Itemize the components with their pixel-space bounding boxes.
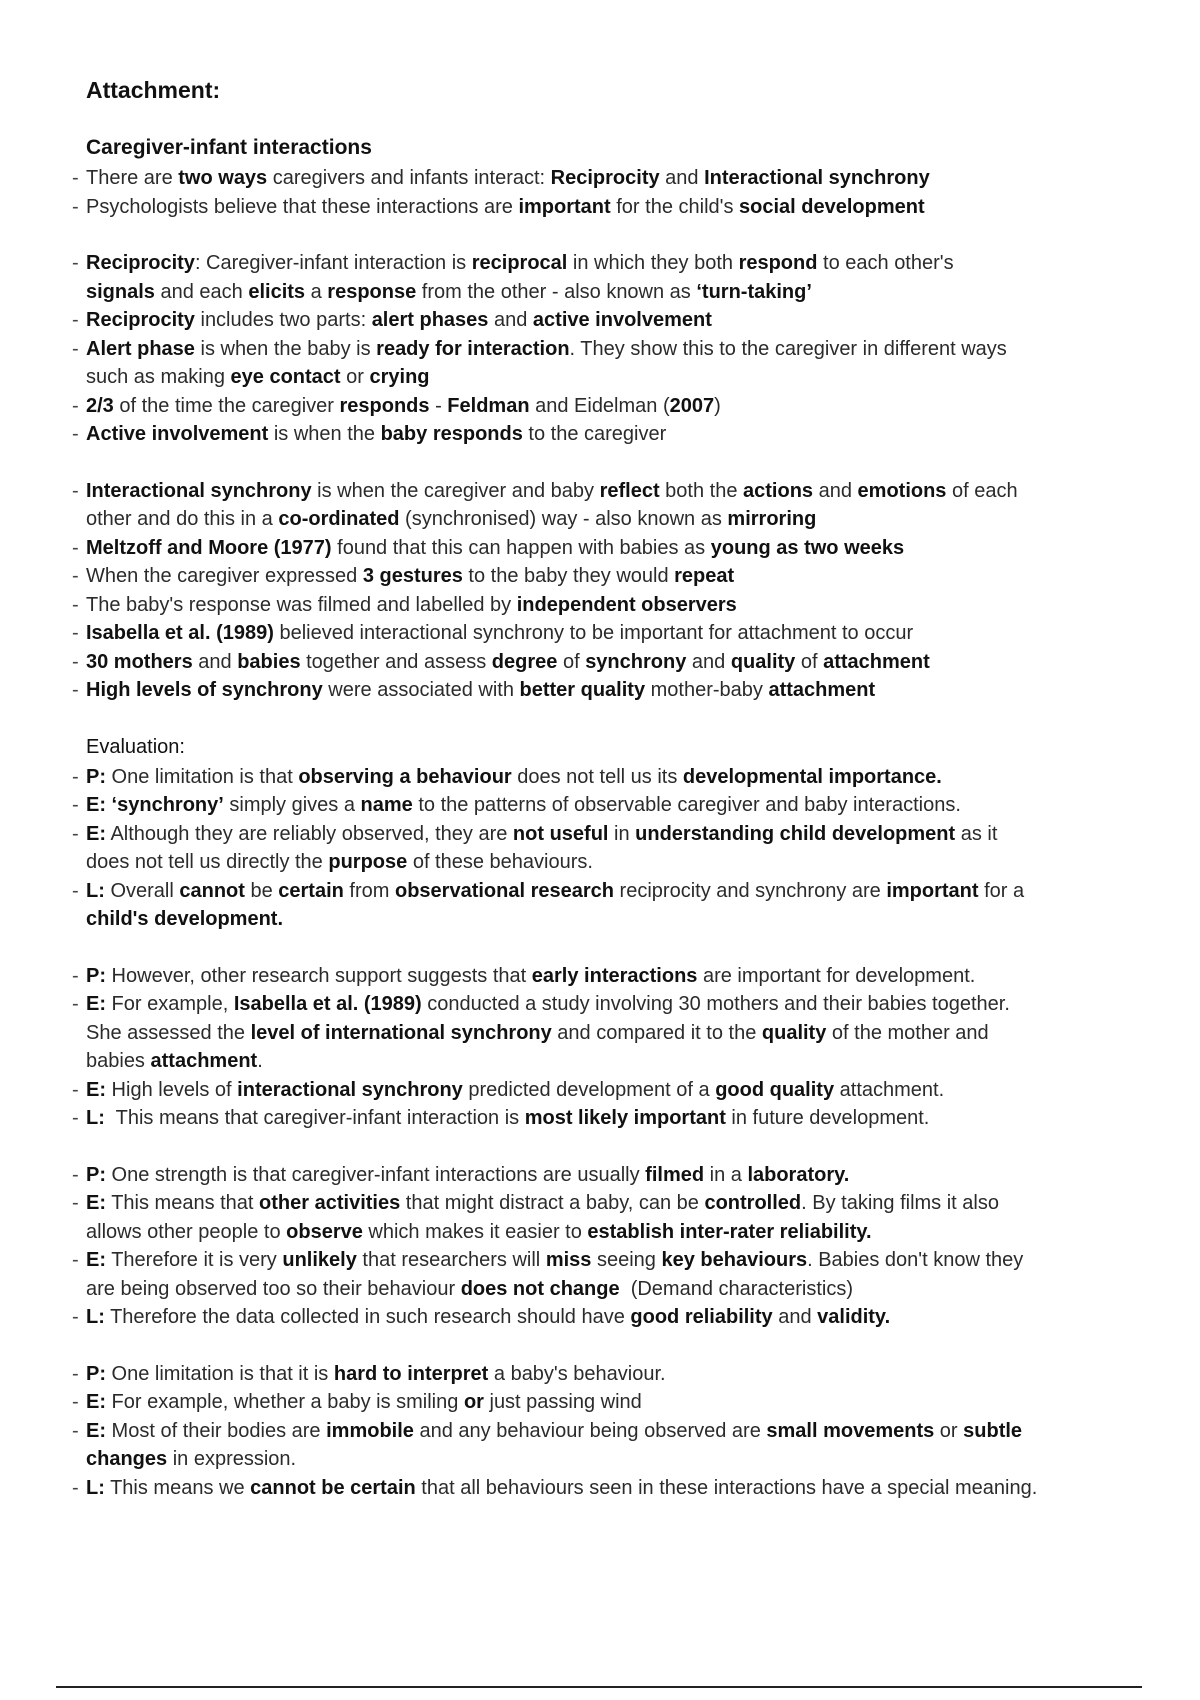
bold-text: not useful bbox=[512, 822, 609, 845]
text: for the child's bbox=[610, 195, 740, 218]
text: as it bbox=[955, 822, 998, 845]
bold-text: L: bbox=[86, 1476, 105, 1499]
text: to the caregiver bbox=[522, 423, 667, 445]
text: attachment. bbox=[834, 1078, 945, 1101]
bullet-item bbox=[72, 193, 1132, 222]
bold-text: small movements bbox=[766, 1419, 935, 1442]
text: or bbox=[340, 366, 370, 388]
bullet-item bbox=[72, 392, 1132, 421]
reciprocity-list bbox=[72, 249, 1132, 449]
bold-text: unlikely bbox=[282, 1249, 357, 1271]
bold-text: E: bbox=[86, 1249, 106, 1271]
bullet-item bbox=[72, 420, 1132, 449]
text: does not tell us its bbox=[511, 765, 683, 788]
text: conducted a study involving 30 mothers and their babies together. bbox=[421, 993, 1010, 1015]
evaluation-point-2 bbox=[72, 962, 1132, 1133]
text: Therefore the data collected in such research should have bbox=[104, 1306, 631, 1328]
text: of bbox=[795, 650, 824, 673]
bold-text: Reciprocity bbox=[86, 252, 195, 274]
bullet-continuation bbox=[72, 905, 1132, 934]
bold-text: 3 gestures bbox=[362, 565, 463, 587]
text: Although they are reliably observed, they are bbox=[106, 822, 513, 845]
text: is when the bbox=[268, 423, 381, 445]
bold-text: attachment bbox=[823, 650, 930, 673]
text: There are bbox=[86, 167, 179, 189]
text: : Caregiver-infant interaction is bbox=[194, 252, 472, 274]
text: . By taking films it also bbox=[801, 1192, 999, 1214]
bold-text: reciprocal bbox=[471, 252, 568, 274]
bold-text: changes bbox=[86, 1448, 168, 1470]
text: of bbox=[557, 650, 586, 673]
text: just passing wind bbox=[483, 1391, 642, 1413]
bold-text: E: bbox=[86, 1419, 106, 1442]
bold-text: interactional synchrony bbox=[237, 1078, 463, 1101]
text: of these behaviours. bbox=[407, 851, 593, 873]
bold-text: ready for interaction bbox=[376, 337, 570, 360]
bold-text: Active involvement bbox=[86, 423, 269, 445]
text: . Babies don't know they bbox=[807, 1249, 1024, 1271]
bold-text: reflect bbox=[599, 479, 660, 502]
bold-text: Meltzoff and Moore (1977) bbox=[86, 536, 332, 559]
evaluation-point-4 bbox=[72, 1360, 1132, 1503]
bold-text: better quality bbox=[519, 679, 646, 701]
text: and compared it to the bbox=[551, 1021, 762, 1044]
bullet-item bbox=[72, 249, 1132, 278]
bullet-item bbox=[72, 619, 1132, 648]
bold-text: observe bbox=[286, 1220, 363, 1243]
text: for a bbox=[978, 879, 1025, 902]
bold-text: does not change bbox=[460, 1277, 620, 1300]
bullet-item bbox=[72, 1474, 1132, 1503]
bold-text: quality bbox=[730, 650, 796, 673]
bold-text: E: bbox=[86, 1391, 106, 1413]
bold-text: miss bbox=[545, 1249, 592, 1271]
bullet-continuation bbox=[72, 1047, 1132, 1076]
bold-text: validity. bbox=[817, 1306, 891, 1328]
text: (Demand characteristics) bbox=[619, 1277, 853, 1300]
bullet-continuation bbox=[72, 1218, 1132, 1247]
bullet-continuation bbox=[72, 363, 1132, 392]
bold-text: observational research bbox=[395, 879, 614, 902]
bold-text: laboratory. bbox=[747, 1163, 850, 1186]
bullet-item bbox=[72, 591, 1132, 620]
bold-text: level of international synchrony bbox=[250, 1021, 552, 1044]
bold-text: E: bbox=[86, 993, 106, 1015]
text: One strength is that caregiver-infant interactions are usually bbox=[106, 1163, 646, 1186]
evaluation-heading: Evaluation: bbox=[86, 735, 185, 758]
bold-text: establish inter-rater reliability. bbox=[587, 1220, 872, 1243]
bold-text: elicits bbox=[248, 280, 306, 303]
bold-text: good reliability bbox=[630, 1306, 773, 1328]
text: such as making bbox=[86, 366, 231, 388]
bold-text: L: bbox=[86, 1107, 105, 1129]
bold-text: eye contact bbox=[230, 366, 341, 388]
text: that might distract a baby, can be bbox=[400, 1192, 705, 1214]
text: (synchronised) way - also known as bbox=[399, 508, 728, 530]
bullet-item bbox=[72, 1076, 1132, 1105]
bullet-item bbox=[72, 1246, 1132, 1275]
bullet-item bbox=[72, 477, 1132, 506]
bold-text: observing a behaviour bbox=[298, 765, 512, 788]
text: is when the baby is bbox=[194, 337, 377, 360]
bold-text: subtle bbox=[963, 1419, 1023, 1442]
text: For example, whether a baby is smiling bbox=[106, 1391, 464, 1413]
text: to the baby they would bbox=[462, 565, 675, 587]
bold-text: 2007 bbox=[669, 394, 715, 417]
bullet-item bbox=[72, 791, 1132, 820]
bold-text: P: bbox=[86, 765, 106, 788]
bold-text: E: bbox=[86, 822, 106, 845]
bold-text: Interactional synchrony bbox=[86, 479, 312, 502]
text: and bbox=[192, 650, 238, 673]
bold-text: cannot bbox=[179, 879, 245, 902]
bullet-item bbox=[72, 763, 1132, 792]
text: found that this can happen with babies as bbox=[331, 536, 711, 559]
text: and Eidelman ( bbox=[529, 394, 670, 417]
bold-text: hard to interpret bbox=[333, 1362, 489, 1385]
bold-text: emotions bbox=[857, 479, 947, 502]
bold-text: important bbox=[518, 195, 611, 218]
bold-text: Isabella et al. (1989) bbox=[86, 622, 274, 644]
bold-text: key behaviours bbox=[661, 1249, 808, 1271]
text: in future development. bbox=[725, 1107, 930, 1129]
bullet-item bbox=[72, 1104, 1132, 1133]
bold-text: Reciprocity bbox=[550, 167, 660, 189]
text: For example, bbox=[106, 993, 234, 1015]
bullet-continuation bbox=[72, 505, 1132, 534]
text: This means that caregiver-infant interaction is bbox=[104, 1107, 525, 1129]
text: and bbox=[659, 167, 705, 189]
bold-text: 30 mothers bbox=[86, 650, 193, 673]
bold-text: synchrony bbox=[585, 650, 687, 673]
bold-text: respond bbox=[738, 252, 818, 274]
intro-list bbox=[72, 164, 1132, 221]
text: which makes it easier to bbox=[362, 1220, 588, 1243]
text: . They show this to the caregiver in different ways bbox=[569, 337, 1007, 360]
text: caregivers and infants interact: bbox=[267, 167, 551, 189]
bullet-item bbox=[72, 990, 1132, 1019]
bold-text: early interactions bbox=[531, 964, 698, 987]
synchrony-list bbox=[72, 477, 1132, 705]
text: Most of their bodies are bbox=[106, 1419, 327, 1442]
text: She assessed the bbox=[86, 1021, 251, 1044]
bullet-continuation bbox=[72, 1445, 1132, 1474]
text: simply gives a bbox=[223, 794, 361, 816]
bold-text: L: bbox=[86, 879, 105, 902]
bold-text: mirroring bbox=[727, 508, 817, 530]
bold-text: responds bbox=[339, 394, 430, 417]
text: of each bbox=[946, 479, 1018, 502]
bold-text: certain bbox=[278, 879, 344, 902]
text: that all behaviours seen in these interactions have a special meaning. bbox=[415, 1476, 1038, 1499]
bullet-item bbox=[72, 164, 1132, 193]
text: are being observed too so their behaviour bbox=[86, 1277, 461, 1300]
text: and bbox=[686, 650, 731, 673]
bold-text: crying bbox=[369, 366, 430, 388]
bold-text: High levels of synchrony bbox=[86, 679, 323, 701]
bold-text: attachment bbox=[150, 1050, 258, 1072]
text: a baby's behaviour. bbox=[488, 1362, 666, 1385]
text: of the time the caregiver bbox=[113, 394, 340, 417]
bold-text: L: bbox=[86, 1306, 105, 1328]
bold-text: cannot be certain bbox=[250, 1476, 416, 1499]
text: and any behaviour being observed are bbox=[413, 1419, 767, 1442]
bullet-item bbox=[72, 306, 1132, 335]
text: However, other research support suggests that bbox=[106, 964, 532, 987]
bold-text: P: bbox=[86, 964, 106, 987]
bullet-item bbox=[72, 676, 1132, 705]
bullet-item bbox=[72, 335, 1132, 364]
bullet-item bbox=[72, 534, 1132, 563]
text: The baby's response was filmed and labelled by bbox=[86, 593, 517, 616]
bullet-item bbox=[72, 648, 1132, 677]
bullet-item bbox=[72, 1189, 1132, 1218]
bold-text: attachment bbox=[768, 679, 876, 701]
evaluation-point-3 bbox=[72, 1161, 1132, 1332]
bold-text: controlled bbox=[704, 1192, 802, 1214]
bold-text: developmental importance. bbox=[682, 765, 942, 788]
text: predicted development of a bbox=[462, 1078, 716, 1101]
text: When the caregiver expressed bbox=[86, 565, 363, 587]
text: mother-baby bbox=[645, 679, 769, 701]
text: This means we bbox=[104, 1476, 251, 1499]
bold-text: good quality bbox=[715, 1078, 835, 1101]
text: and bbox=[488, 309, 533, 331]
evaluation-point-1 bbox=[72, 763, 1132, 934]
text: in a bbox=[704, 1163, 748, 1186]
bullet-item bbox=[72, 1161, 1132, 1190]
bullet-item bbox=[72, 877, 1132, 906]
text: High levels of bbox=[106, 1078, 238, 1101]
bold-text: Isabella et al. (1989) bbox=[233, 993, 422, 1015]
bold-text: Feldman bbox=[447, 394, 530, 417]
bold-text: degree bbox=[491, 650, 558, 673]
bold-text: baby responds bbox=[380, 423, 523, 445]
text: does not tell us directly the bbox=[86, 851, 329, 873]
bold-text: independent observers bbox=[516, 593, 737, 616]
bold-text: name bbox=[360, 794, 413, 816]
text: believed interactional synchrony to be important for attachment to occur bbox=[273, 622, 914, 644]
bullet-continuation bbox=[72, 848, 1132, 877]
bullet-item bbox=[72, 562, 1132, 591]
text: includes two parts: bbox=[194, 309, 372, 331]
bold-text: active involvement bbox=[532, 309, 712, 331]
bullet-continuation bbox=[72, 278, 1132, 307]
text: This means that bbox=[106, 1192, 260, 1214]
bold-text: filmed bbox=[645, 1163, 705, 1186]
bold-text: purpose bbox=[328, 851, 408, 873]
text: that researchers will bbox=[356, 1249, 546, 1271]
bold-text: most likely important bbox=[524, 1107, 726, 1129]
text: from bbox=[343, 879, 395, 902]
text: in which they both bbox=[567, 252, 739, 274]
bullet-item bbox=[72, 1303, 1132, 1332]
text: are important for development. bbox=[697, 964, 976, 987]
bold-text: important bbox=[886, 879, 979, 902]
text: Therefore it is very bbox=[106, 1249, 283, 1271]
bold-text: response bbox=[327, 280, 417, 303]
text: of the mother and bbox=[826, 1021, 989, 1044]
bold-text: E: bbox=[86, 1078, 106, 1101]
section-heading: Caregiver-infant interactions bbox=[86, 136, 372, 159]
text: One limitation is that it is bbox=[106, 1362, 334, 1385]
bold-text: P: bbox=[86, 1362, 106, 1385]
text: ) bbox=[714, 394, 721, 417]
bold-text: two ways bbox=[178, 167, 268, 189]
text: other and do this in a bbox=[86, 508, 279, 530]
text: is when the caregiver and baby bbox=[311, 479, 600, 502]
bold-text: understanding child development bbox=[635, 822, 956, 845]
text: babies bbox=[86, 1050, 151, 1072]
bullet-continuation bbox=[72, 1019, 1132, 1048]
text: and bbox=[772, 1306, 818, 1328]
text: Psychologists believe that these interactions are bbox=[86, 195, 519, 218]
bold-text: Reciprocity bbox=[86, 309, 195, 331]
bold-text: actions bbox=[743, 479, 814, 502]
text: a bbox=[305, 280, 328, 303]
page-title: Attachment: bbox=[86, 77, 221, 103]
text: reciprocity and synchrony are bbox=[614, 879, 887, 902]
text: in expression. bbox=[167, 1448, 297, 1470]
bold-text: Alert phase bbox=[86, 337, 195, 360]
bold-text: signals bbox=[86, 280, 155, 303]
text: be bbox=[244, 879, 279, 902]
text: to the patterns of observable caregiver and baby interactions. bbox=[412, 794, 961, 816]
text: were associated with bbox=[322, 679, 520, 701]
bullet-item bbox=[72, 1417, 1132, 1446]
bold-text: alert phases bbox=[371, 309, 489, 331]
bullet-item bbox=[72, 1360, 1132, 1389]
bold-text: or bbox=[463, 1391, 484, 1413]
bullet-continuation bbox=[72, 1275, 1132, 1304]
bold-text: social development bbox=[739, 195, 925, 218]
text: One limitation is that bbox=[106, 765, 299, 788]
document-page bbox=[72, 76, 1132, 1530]
bold-text: E: bbox=[86, 1192, 106, 1214]
text: or bbox=[934, 1419, 964, 1442]
bullet-item bbox=[72, 820, 1132, 849]
bold-text: E: ‘synchrony’ bbox=[86, 794, 224, 816]
text: and each bbox=[154, 280, 249, 303]
text: to each other's bbox=[817, 252, 954, 274]
bold-text: immobile bbox=[326, 1419, 414, 1442]
bold-text: child's development. bbox=[86, 908, 284, 930]
text: allows other people to bbox=[86, 1220, 287, 1243]
bold-text: ‘turn-taking’ bbox=[696, 280, 812, 303]
bullet-item bbox=[72, 962, 1132, 991]
text: and bbox=[813, 479, 858, 502]
bold-text: young as two weeks bbox=[710, 536, 905, 559]
bold-text: repeat bbox=[674, 565, 735, 587]
bold-text: Interactional synchrony bbox=[704, 167, 930, 189]
bold-text: quality bbox=[761, 1021, 827, 1044]
text: seeing bbox=[591, 1249, 662, 1271]
text: Overall bbox=[104, 879, 180, 902]
text: from the other - also known as bbox=[416, 280, 697, 303]
bold-text: 2/3 bbox=[86, 394, 114, 417]
bold-text: P: bbox=[86, 1163, 106, 1186]
text: in bbox=[608, 822, 636, 845]
bottom-divider bbox=[56, 1686, 1142, 1688]
bold-text: babies bbox=[237, 650, 301, 673]
text: together and assess bbox=[300, 650, 492, 673]
bold-text: other activities bbox=[259, 1192, 401, 1214]
text: - bbox=[429, 394, 448, 417]
bullet-item bbox=[72, 1388, 1132, 1417]
text: . bbox=[257, 1050, 263, 1072]
bold-text: co-ordinated bbox=[278, 508, 400, 530]
text: both the bbox=[659, 479, 744, 502]
